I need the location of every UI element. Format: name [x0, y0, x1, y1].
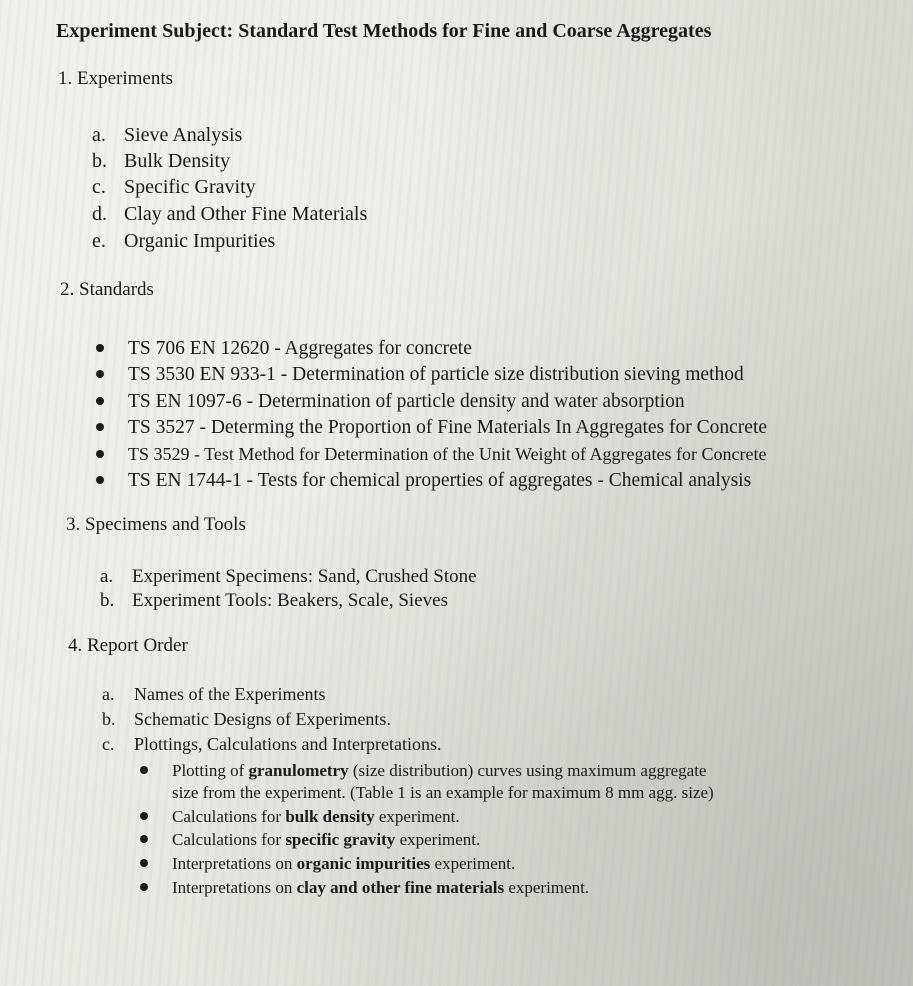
list-item	[96, 364, 744, 386]
bullet-post: experiment.	[504, 878, 590, 897]
list-item	[140, 807, 460, 827]
list-item	[102, 709, 391, 730]
standard-text: TS 3527 - Determing the Proportion of Fine Materials In Aggregates for Concrete	[128, 417, 768, 438]
list-item	[92, 176, 256, 199]
section-heading-experiments: 1. Experiments	[58, 68, 174, 89]
item-letter: b.	[92, 150, 107, 172]
bullet-post: experiment.	[430, 854, 516, 873]
bullet-bold: organic impurities	[296, 854, 431, 873]
bullet-pre: Calculations for	[172, 830, 286, 849]
item-text: Experiment Tools: Beakers, Scale, Sieves	[132, 590, 448, 611]
bullet-post: experiment.	[395, 830, 481, 849]
bullet-pre: Calculations for	[172, 807, 286, 826]
item-letter: c.	[92, 176, 106, 198]
item-text: Organic Impurities	[124, 230, 276, 252]
list-item	[100, 590, 448, 612]
bullet-pre: Interpretations on	[172, 854, 297, 873]
list-item	[96, 444, 766, 465]
list-item	[96, 417, 767, 439]
bullet-bold: clay and other fine materials	[296, 878, 505, 897]
list-item	[140, 830, 480, 850]
bullet-bold: granulometry	[248, 761, 349, 780]
list-item	[102, 734, 441, 755]
bullet-pre: Plotting of	[172, 761, 249, 780]
item-letter: b.	[100, 590, 115, 611]
item-text: Clay and Other Fine Materials	[124, 203, 368, 225]
bullet-icon	[96, 344, 104, 352]
bullet-icon	[140, 812, 148, 820]
list-item	[92, 124, 242, 147]
bullet-icon	[140, 883, 148, 891]
item-text: Specific Gravity	[124, 176, 256, 198]
list-item	[96, 338, 472, 360]
list-item	[102, 684, 325, 705]
standard-text: TS EN 1744-1 - Tests for chemical properties of aggregates - Chemical analysis	[128, 470, 752, 491]
list-item	[92, 203, 367, 226]
standard-text: TS 706 EN 12620 - Aggregates for concrete	[128, 338, 472, 359]
bullet-post: experiment.	[374, 807, 460, 826]
item-text: Experiment Specimens: Sand, Crushed Stone	[132, 566, 477, 587]
list-item	[100, 566, 477, 588]
item-letter: e.	[92, 230, 106, 252]
section-heading-specimens: 3. Specimens and Tools	[66, 514, 246, 535]
bullet-icon	[140, 859, 148, 867]
item-text: Schematic Designs of Experiments.	[134, 709, 391, 729]
bullet-icon	[96, 397, 104, 405]
bullet-icon	[96, 476, 104, 484]
bullet-icon	[140, 766, 148, 774]
item-text: Bulk Density	[124, 150, 231, 172]
item-letter: b.	[102, 709, 116, 729]
bullet-post: (size distribution) curves using maximum aggregate	[348, 761, 707, 780]
bullet-pre: Interpretations on	[172, 878, 297, 897]
item-letter: c.	[102, 734, 115, 754]
document-title: Experiment Subject: Standard Test Methods for Fine and Coarse Aggregates	[56, 20, 712, 42]
standard-text: TS 3530 EN 933-1 - Determination of particle size distribution sieving method	[128, 364, 744, 385]
list-item	[140, 854, 515, 874]
item-text: Sieve Analysis	[124, 124, 243, 146]
list-item	[92, 150, 230, 173]
list-item	[140, 878, 589, 898]
section-heading-standards: 2. Standards	[60, 279, 154, 300]
bullet-bold: bulk density	[285, 807, 375, 826]
bullet-bold: specific gravity	[285, 830, 396, 849]
standard-text: TS 3529 - Test Method for Determination of the Unit Weight of Aggregates for Concrete	[128, 444, 767, 464]
list-item	[140, 761, 706, 781]
item-letter: a.	[92, 124, 106, 146]
standard-text: TS EN 1097-6 - Determination of particle density and water absorption	[128, 391, 685, 412]
section-heading-report: 4. Report Order	[68, 635, 188, 656]
list-item-continuation: size from the experiment. (Table 1 is an example for maximum 8 mm agg. size)	[172, 783, 714, 802]
bullet-icon	[96, 450, 104, 458]
item-letter: d.	[92, 203, 107, 225]
item-text: Plottings, Calculations and Interpretations.	[134, 734, 442, 754]
item-letter: a.	[102, 684, 115, 704]
bullet-icon	[96, 370, 104, 378]
list-item	[96, 391, 685, 413]
list-item	[96, 470, 751, 492]
bullet-icon	[96, 423, 104, 431]
item-letter: a.	[100, 566, 114, 587]
bullet-icon	[140, 835, 148, 843]
list-item	[92, 230, 275, 253]
item-text: Names of the Experiments	[134, 684, 326, 704]
